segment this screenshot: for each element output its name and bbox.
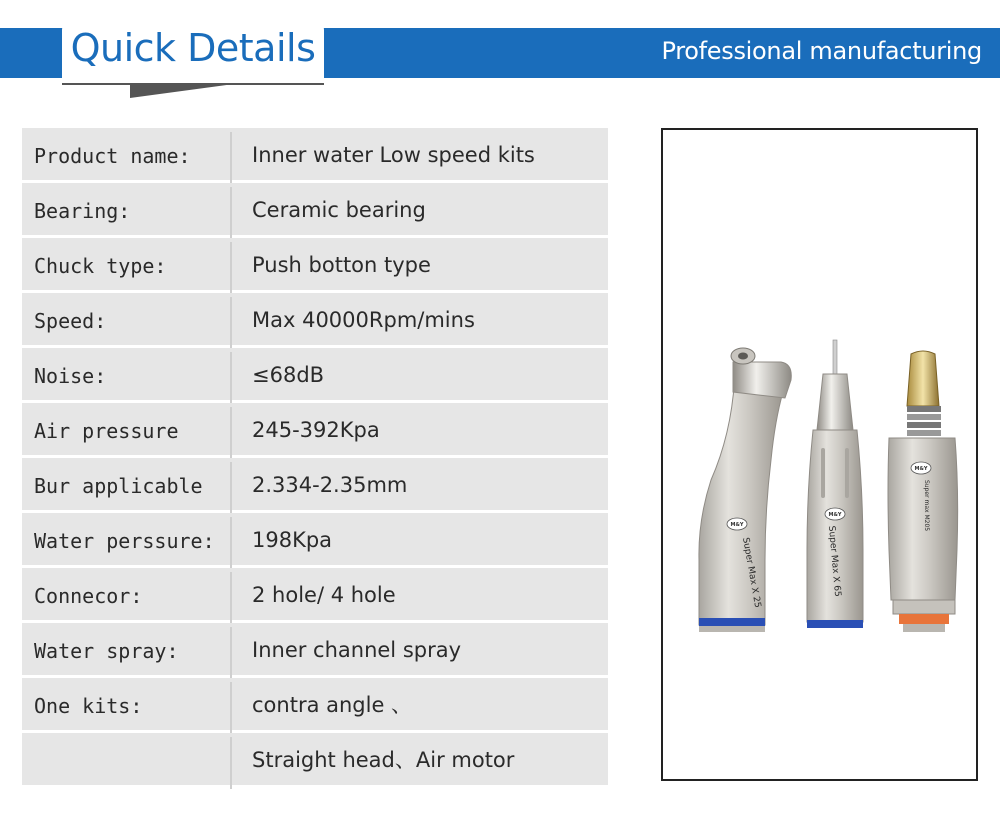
spec-row-one-kits-continued [22, 733, 608, 785]
page-title: Quick Details [70, 26, 316, 70]
spec-value: ≤68dB [252, 363, 325, 387]
spec-label: Water perssure: [34, 529, 215, 553]
spec-value: 2 hole/ 4 hole [252, 583, 396, 607]
spec-divider [230, 572, 232, 624]
spec-value: contra angle 、 [252, 693, 413, 717]
header-tagline: Professional manufacturing [661, 37, 982, 65]
spec-row-noise [22, 348, 608, 400]
spec-label: Product name: [34, 144, 191, 168]
spec-value: Max 40000Rpm/mins [252, 308, 475, 332]
spec-divider [230, 242, 232, 294]
spec-divider [230, 462, 232, 514]
contra-angle-model-text: Super Max X 25 [740, 536, 763, 609]
spec-row-product-name [22, 128, 608, 180]
spec-row-water-pressure [22, 513, 608, 565]
spec-label: One kits: [34, 694, 143, 718]
title-tab-pointer [130, 84, 234, 98]
spec-label: Speed: [34, 309, 107, 333]
spec-row-air-pressure [22, 403, 608, 455]
spec-divider [230, 297, 232, 349]
spec-value: Inner channel spray [252, 638, 462, 662]
spec-divider [230, 407, 232, 459]
spec-divider [230, 682, 232, 734]
handpiece-illustration [663, 130, 980, 783]
spec-divider [230, 132, 232, 184]
straight-handpiece-logo: M&Y [828, 512, 842, 518]
spec-label: Bearing: [34, 199, 131, 223]
contra-angle-logo: M&Y [730, 522, 744, 528]
spec-divider [230, 737, 232, 789]
air-motor [888, 351, 958, 632]
spec-label: Chuck type: [34, 254, 167, 278]
straight-handpiece [807, 340, 863, 628]
spec-divider [230, 627, 232, 679]
air-motor-model-text: Super max M205 [923, 480, 930, 532]
spec-row-bur-applicable [22, 458, 608, 510]
spec-table [22, 128, 608, 788]
spec-row-connector [22, 568, 608, 620]
spec-value: 198Kpa [252, 528, 333, 552]
spec-value: 2.334-2.35mm [252, 473, 408, 497]
spec-value: 245-392Kpa [252, 418, 380, 442]
spec-label: Bur applicable [34, 474, 203, 498]
spec-row-bearing [22, 183, 608, 235]
spec-value: Inner water Low speed kits [252, 143, 535, 167]
spec-value: Ceramic bearing [252, 198, 426, 222]
spec-divider [230, 517, 232, 569]
spec-value: Push botton type [252, 253, 431, 277]
product-photo [661, 128, 978, 781]
spec-divider [230, 187, 232, 239]
spec-divider [230, 352, 232, 404]
straight-handpiece-model-text: Super Max X 65 [826, 525, 843, 598]
spec-label: Noise: [34, 364, 107, 388]
spec-row-water-spray [22, 623, 608, 675]
spec-row-chuck-type [22, 238, 608, 290]
air-motor-logo: M&Y [914, 466, 928, 472]
spec-label: Water spray: [34, 639, 179, 663]
spec-value: Straight head、Air motor [252, 748, 515, 772]
spec-label: Connecor: [34, 584, 143, 608]
contra-angle-handpiece [699, 348, 791, 632]
spec-row-speed [22, 293, 608, 345]
spec-row-one-kits [22, 678, 608, 730]
spec-label: Air pressure [34, 419, 179, 443]
